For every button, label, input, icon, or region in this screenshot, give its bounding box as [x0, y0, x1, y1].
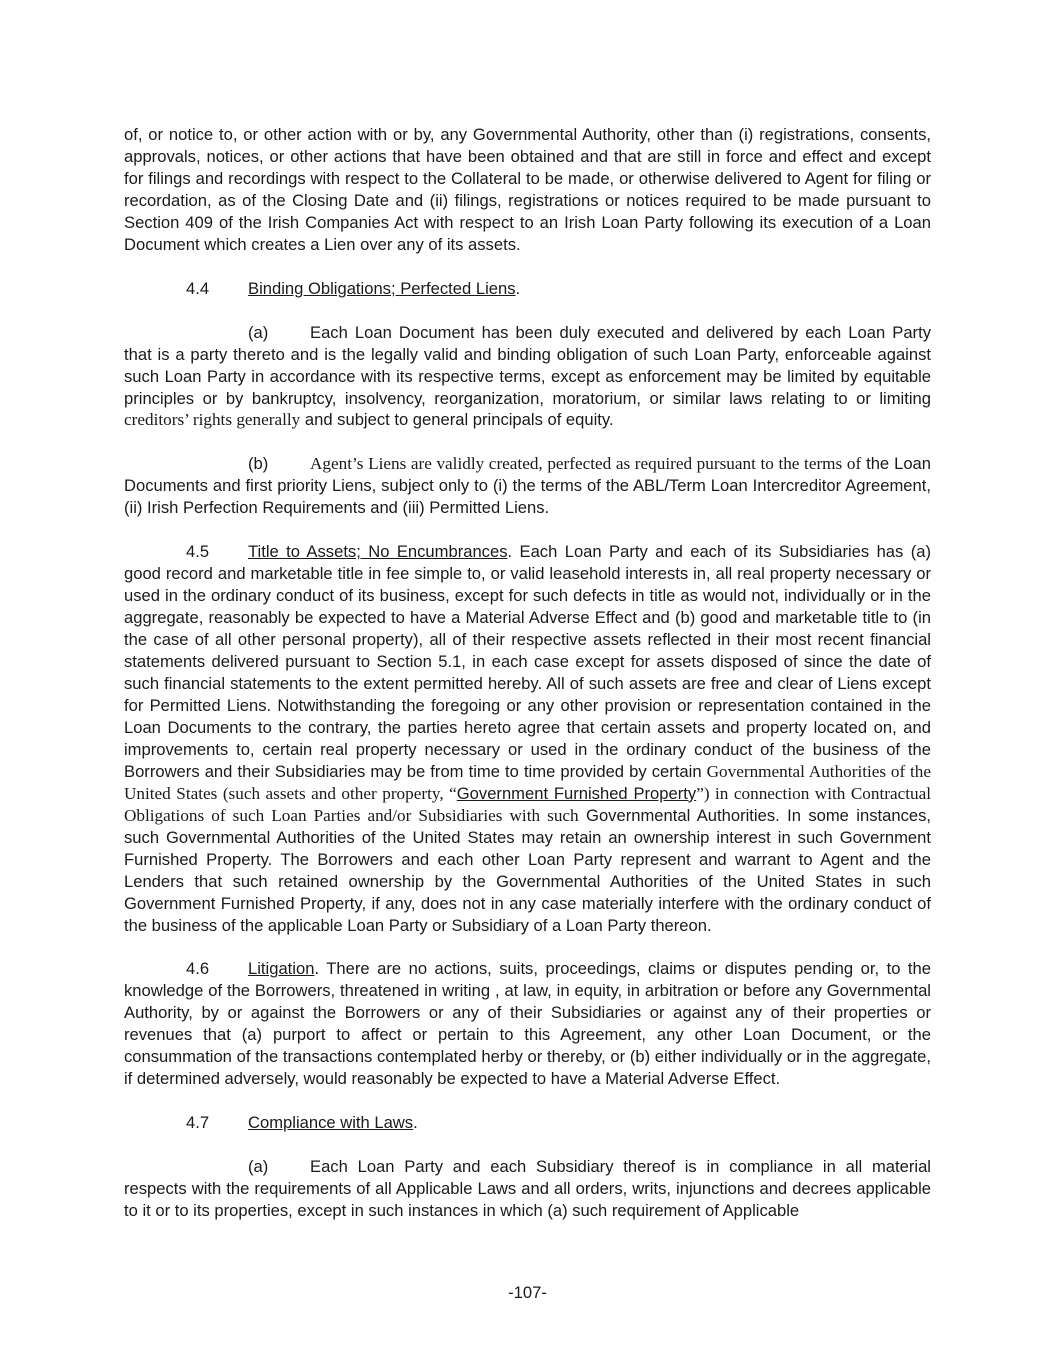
defined-term: Government Furnished Property	[456, 783, 697, 803]
section-4-6: 4.6 Litigation. There are no actions, suits, proceedings, claims or disputes pending or, to the knowledge of the Borrowers, threatened in writing , at law, in equity, in arbitration or before any Governmental Authority, by or against the Borrowers or any of their Subsidiaries or against any of their properties or revenues that (a) purport to affect or pertain to this Agreement, any other Loan Document, or the consummation of the transactions contemplated herby or thereby, or (b) either individually or in the aggregate, if determined adversely, would reasonably be expected to have a Material Adverse Effect.	[124, 959, 931, 1089]
section-number: 4.6	[186, 959, 210, 979]
document-page	[124, 124, 931, 1222]
section-4-5: 4.5 Title to Assets; No Encumbrances. Each Loan Party and each of its Subsidiaries has (a) good record and marketable title in fee simple to, or valid leasehold interests in, all real property necessary or used in the ordinary conduct of its business, except for such defects in title as would not, individually or in the aggregate, reasonably be expected to have a Material Adverse Effect and (b) good and marketable title to (in the case of all other personal property), all of their respective assets reflected in their most recent financial statements delivered pursuant to Section 5.1, in each case except for assets disposed of since the date of such financial statements to the extent permitted hereby. All of such assets are free and clear of Liens except for Permitted Liens. Notwithstanding the foregoing or any other provision or representation contained in the Loan Documents to the contrary, the parties hereto agree that certain assets and property located on, and improvements to, certain real property necessary or used in the ordinary conduct of the business of the Borrowers and their Subsidiaries may be from time to time provided by certain Governmental Authorities of the United States (such assets and other property, “Government Furnished Property”) in connection with Contractual Obligations of such Loan Parties and/or Subsidiaries with such Governmental Authorities. In some instances, such Governmental Authorities of the United States may retain an ownership interest in such Government Furnished Property. The Borrowers and each other Loan Party represent and warrant to Agent and the Lenders that such retained ownership by the Governmental Authorities of the United States in such Government Furnished Property, if any, does not in any case materially interfere with the ordinary conduct of the business of the applicable Loan Party or Subsidiary of a Loan Party thereon.	[124, 542, 932, 935]
section-number: 4.7	[186, 1113, 210, 1133]
section-4-4-heading: 4.4 Binding Obligations; Perfected Liens.	[186, 278, 521, 298]
section-4-4-a: (a) Each Loan Document has been duly executed and delivered by each Loan Party that is a party thereto and is the legally valid and binding obligation of such Loan Party, enforceable against such Loan Party in accordance with its respective terms, except as enforcement may be limited by equitable principles or by bankruptcy, insolvency, reorganization, moratorium, or similar laws relating to or limiting creditors’ rights generally and subject to general principals of equity.	[124, 322, 931, 430]
section-4-4-b: (b) Agent’s Liens are validly created, perfected as required pursuant to the terms of the Loan Documents and first priority Liens, subject only to (i) the terms of the ABL/Term Loan Intercreditor Agreement, (ii) Irish Perfection Requirements and (iii) Permitted Liens.	[124, 454, 932, 518]
subsection-letter: (a)	[248, 322, 269, 342]
section-4-7-a: (a) Each Loan Party and each Subsidiary thereof is in compliance in all material respects with the requirements of all Applicable Laws and all orders, writs, injunctions and decrees applicable to it or to its properties, except in such instances in which (a) such requirement of Applicable	[124, 1157, 931, 1221]
section-4-7-heading: 4.7 Compliance with Laws.	[186, 1113, 418, 1133]
section-title: Title to Assets; No Encumbrances	[248, 542, 508, 562]
page-number: -107-	[508, 1283, 547, 1302]
section-number: 4.4	[186, 278, 210, 298]
subsection-letter: (b)	[248, 454, 269, 474]
section-number: 4.5	[186, 542, 210, 562]
subsection-letter: (a)	[248, 1157, 269, 1177]
section-title: Litigation	[248, 959, 315, 979]
section-title: Binding Obligations; Perfected Liens	[248, 278, 516, 298]
continuation-paragraph: of, or notice to, or other action with or by, any Governmental Authority, other than (i) registrations, consents, approvals, notices, or other actions that have been obtained and that are still in force and effect and except for filings and recordings with respect to the Collateral to be made, or otherwise delivered to Agent for filing or recordation, as of the Closing Date and (ii) filings, registrations or notices required to be made pursuant to Section 409 of the Irish Companies Act with respect to an Irish Loan Party following its execution of a Loan Document which creates a Lien over any of its assets.	[124, 125, 931, 254]
section-title: Compliance with Laws	[248, 1113, 414, 1133]
